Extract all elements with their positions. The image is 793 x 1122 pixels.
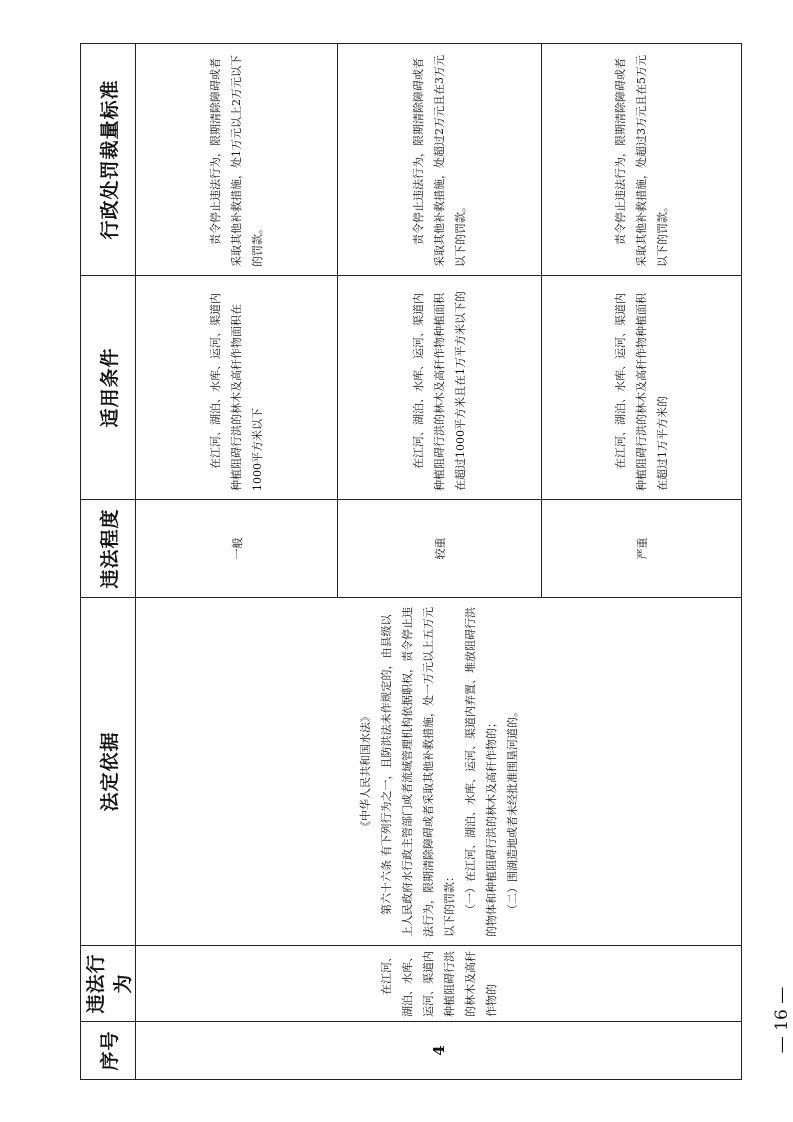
standard-cell-severe	[542, 44, 742, 276]
rotated-table-container	[80, 44, 724, 1080]
table-header-row	[81, 44, 136, 1080]
header-seq: 序号	[81, 1022, 136, 1080]
basis-cell	[136, 598, 742, 946]
degree-cell-general	[136, 500, 338, 598]
page-number: — 16 —	[772, 986, 792, 1054]
header-act: 违法行为	[81, 946, 136, 1022]
basis-title: 《中华人民共和国水法》	[358, 711, 372, 832]
degree-label: 严重	[635, 537, 649, 560]
condition-text: 在江河、湖泊、水库、运河、渠道内种植阻碍行洪的林木及高秆作物种植面积在超过1000平方米且在1万平方米以下的	[412, 291, 467, 491]
header-basis: 法定依据	[81, 598, 136, 946]
degree-cell-severe	[542, 500, 742, 598]
condition-cell-general	[136, 276, 338, 500]
header-degree: 违法程度	[81, 500, 136, 598]
act-text: 在江河、湖泊、水库、运河、渠道内种植阻碍行洪的林木及高秆作物的	[379, 951, 498, 1017]
condition-cell-serious	[338, 276, 542, 500]
seq-number-cell	[136, 1022, 742, 1080]
seq-number: 4	[429, 1045, 448, 1056]
condition-text: 在江河、湖泊、水库、运河、渠道内种植阻碍行洪的林木及高秆作物面积在1000平方米以下	[209, 293, 264, 491]
act-cell	[136, 946, 742, 1022]
degree-label: 一般	[230, 537, 244, 560]
degree-cell-serious	[338, 500, 542, 598]
standard-text: 责令停止违法行为，限期清除障碍或者采取其他补救措施，处超过2万元且在3万元以下的罚款。	[412, 55, 467, 267]
header-standard: 行政处罚裁量标准	[81, 44, 136, 276]
standard-cell-general	[136, 44, 338, 276]
standard-text: 责令停止违法行为，限期清除障碍或者采取其他补救措施，处超过3万元且在5万元以下的罚款。	[614, 55, 669, 267]
basis-paragraph: 第六十六条 有下列行为之一，且防洪法未作规定的，由县级以上人民政府水行政主管部门或者流域管理机构依据职权，责令停止违法行为，限期清除障碍或者采取其他补救措施，处一万元以上五万元以下的罚款：	[379, 607, 456, 937]
header-condition: 适用条件	[81, 276, 136, 500]
standard-text: 责令停止违法行为，限期清除障碍或者采取其他补救措施，处1万元以上2万元以下的罚款。	[209, 55, 264, 267]
table-row	[136, 44, 338, 1080]
basis-item-1: （一）在江河、湖泊、水库、运河、渠道内弃置、堆放阻碍行洪的物体和种植阻碍行洪的林木及高秆作物的；	[463, 607, 498, 937]
penalty-standard-table	[80, 43, 742, 1080]
basis-text	[355, 598, 523, 945]
basis-item-2: （二）围湖造地或者未经批准围垦河道的。	[505, 706, 519, 915]
standard-cell-serious	[338, 44, 542, 276]
degree-label: 较重	[433, 537, 447, 560]
condition-text: 在江河、湖泊、水库、运河、渠道内种植阻碍行洪的林木及高秆作物种植面积在超过1万平方米的	[614, 293, 669, 491]
condition-cell-severe	[542, 276, 742, 500]
